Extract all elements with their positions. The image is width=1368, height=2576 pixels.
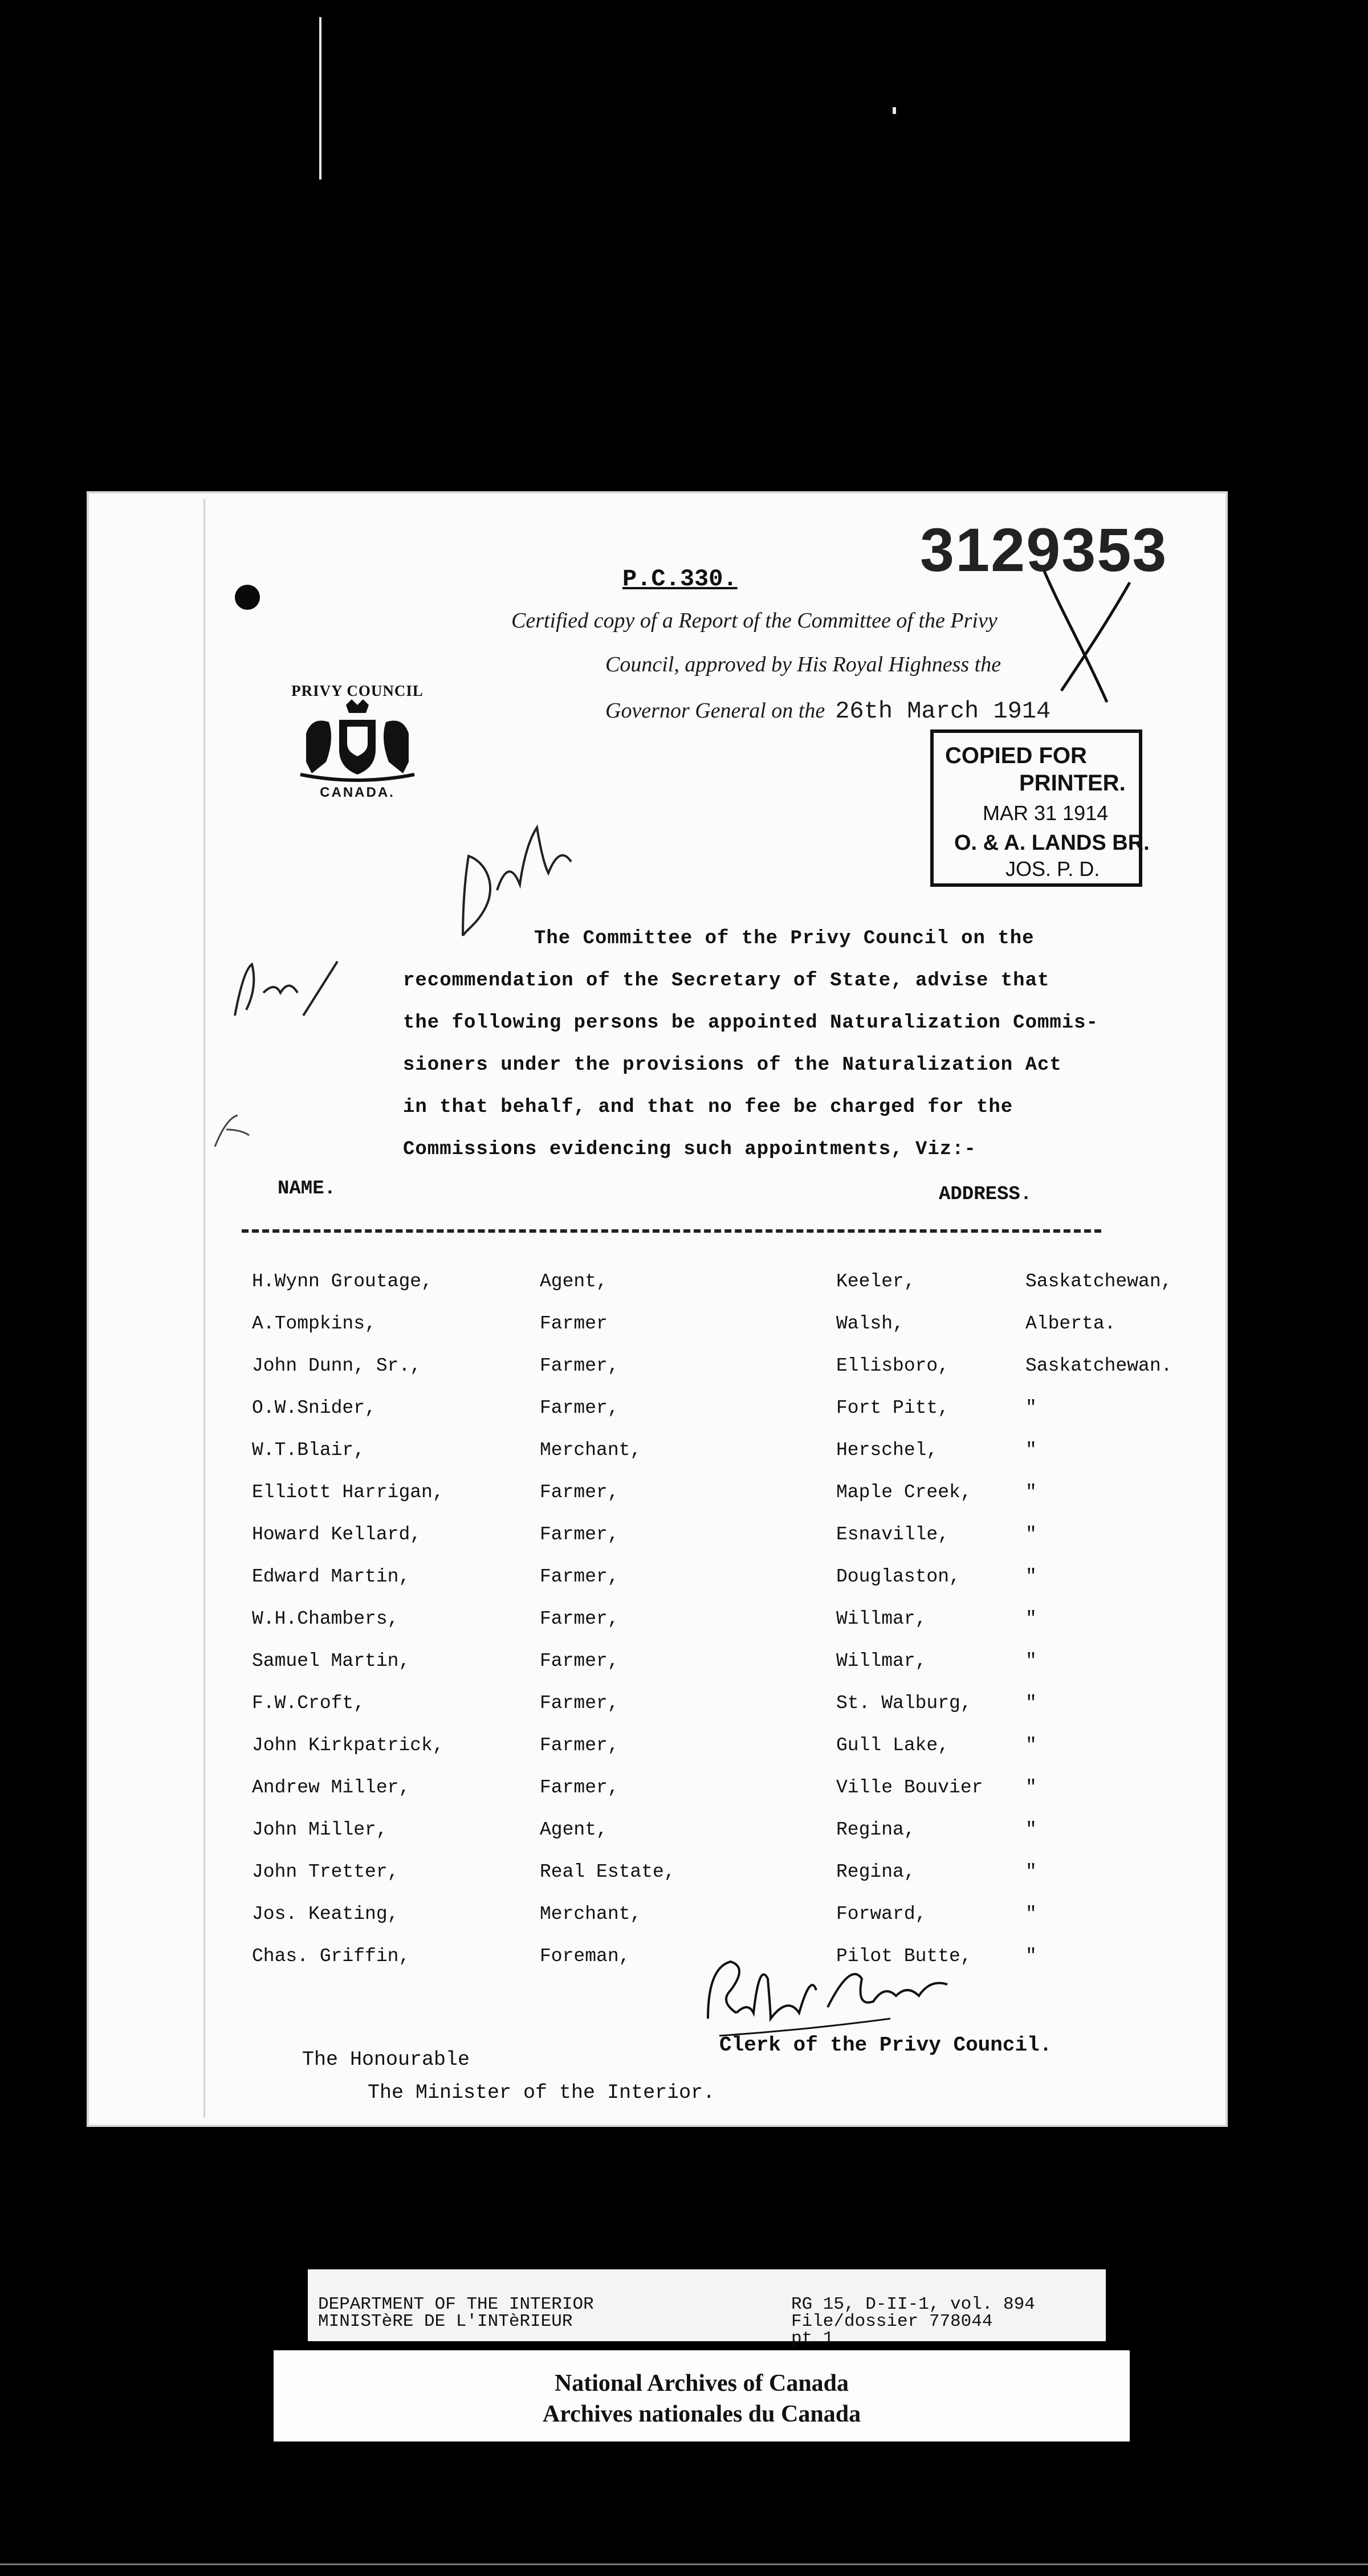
commissioner-name: H.Wynn Groutage, [252,1271,433,1292]
commissioner-province: " [1025,1397,1037,1419]
handwritten-marginal-note [229,947,355,1021]
commissioner-province: " [1025,1650,1037,1672]
commissioner-province: Saskatchewan, [1025,1271,1172,1292]
commissioner-name: W.T.Blair, [252,1440,365,1461]
commissioner-row [252,1566,1221,1608]
commissioner-place: Ville Bouvier [836,1777,983,1798]
part-reference: pt 1 [791,2329,834,2349]
archival-reference-label [308,2269,1106,2349]
commissioner-occupation: Farmer, [540,1355,619,1376]
commissioner-row [252,1524,1221,1566]
commissioner-name: Andrew Miller, [252,1777,410,1798]
record-group-reference: RG 15, D-II-1, vol. 894 [791,2294,1035,2314]
commissioner-name: John Tretter, [252,1861,399,1882]
commissioner-occupation: Farmer, [540,1650,619,1672]
commissioner-occupation: Real Estate, [540,1861,675,1882]
commissioner-occupation: Agent, [540,1819,608,1840]
commissioner-occupation: Farmer, [540,1566,619,1587]
commissioner-occupation: Farmer, [540,1693,619,1714]
privy-council-crest [283,682,431,808]
body-line: in that behalf, and that no fee be charged for the [403,1097,1013,1118]
clerk-signature [697,1950,993,2047]
archives-name-english: National Archives of Canada [554,2370,849,2396]
addressee-line-2: The Minister of the Interior. [368,2081,715,2104]
commissioner-place: Ellisboro, [836,1355,950,1376]
commissioner-name: John Dunn, Sr., [252,1355,422,1376]
commissioner-place: Willmar, [836,1650,927,1672]
commissioner-row [252,1355,1221,1397]
commissioner-place: Willmar, [836,1608,927,1629]
certification-line-2: Council, approved by His Royal Highness the [605,653,1001,676]
commissioner-province: " [1025,1819,1037,1840]
scan-mark [893,107,896,114]
commissioner-name: Edward Martin, [252,1566,410,1587]
commissioner-occupation: Farmer, [540,1482,619,1503]
commissioner-province: " [1025,1693,1037,1714]
commissioner-row [252,1482,1221,1524]
commissioner-row [252,1819,1221,1861]
commissioner-province: " [1025,1566,1037,1587]
commissioner-province: " [1025,1524,1037,1545]
commissioner-place: Forward, [836,1904,927,1925]
commissioner-occupation: Farmer, [540,1608,619,1629]
commissioner-row [252,1271,1221,1313]
commissioner-place: Esnaville, [836,1524,950,1545]
department-french: MINISTèRE DE L'INTèRIEUR [318,2312,573,2332]
commissioner-province: " [1025,1735,1037,1756]
report-body [403,918,1212,1171]
body-line: recommendation of the Secretary of State, advise that [403,970,1050,992]
stamp-line: PRINTER. [1019,771,1126,796]
commissioner-name: Elliott Harrigan, [252,1482,444,1503]
commissioner-row [252,1650,1221,1693]
commissioner-occupation: Farmer, [540,1524,619,1545]
stamp-line: COPIED FOR [945,743,1087,768]
commissioner-place: Herschel, [836,1440,938,1461]
commissioner-province: " [1025,1861,1037,1882]
body-line: The Committee of the Privy Council on the [534,928,1035,949]
commissioner-row [252,1313,1221,1355]
commissioner-name: Howard Kellard, [252,1524,422,1545]
commissioner-province: Alberta. [1025,1313,1116,1334]
stamp-date: MAR 31 1914 [983,801,1109,825]
commissioner-place: Maple Creek, [836,1482,972,1503]
commissioner-occupation: Merchant, [540,1904,642,1925]
commissioner-province: " [1025,1482,1037,1503]
commissioner-province: " [1025,1904,1037,1925]
commissioner-row [252,1904,1221,1946]
commissioner-occupation: Farmer, [540,1777,619,1798]
addressee-line-1: The Honourable [302,2048,470,2071]
handwritten-cross-mark [999,548,1147,708]
copied-for-printer-stamp [930,729,1150,887]
scan-mark [319,17,321,180]
handwritten-margin-mark [209,1107,255,1152]
commissioner-province: " [1025,1777,1037,1798]
commissioner-occupation: Foreman, [540,1946,630,1967]
commissioner-occupation: Merchant, [540,1440,642,1461]
scan-mark [0,2563,1368,2565]
commissioner-row [252,1861,1221,1904]
commissioner-occupation: Farmer, [540,1735,619,1756]
commissioner-name: Jos. Keating, [252,1904,399,1925]
coat-of-arms-icon [283,699,431,785]
commissioner-name: A.Tompkins, [252,1313,376,1334]
commissioner-name: W.H.Chambers, [252,1608,399,1629]
commissioner-name: F.W.Croft, [252,1693,365,1714]
punch-hole [235,585,260,610]
commissioner-occupation: Farmer [540,1313,608,1334]
approval-date: 26th March 1914 [835,698,1051,725]
commissioner-name: John Miller, [252,1819,388,1840]
commissioners-list [252,1271,1221,1988]
archives-credit-label [274,2350,1130,2442]
dashed-rule [242,1229,1101,1233]
crest-title: PRIVY COUNCIL [291,682,424,699]
document-number: 3129353 [920,515,1168,584]
commissioner-place: St. Walburg, [836,1693,972,1714]
address-column-header: ADDRESS. [939,1184,1032,1205]
commissioner-name: John Kirkpatrick, [252,1735,444,1756]
stamp-line: JOS. P. D. [1005,857,1100,881]
commissioner-place: Keeler, [836,1271,915,1292]
commissioner-row [252,1608,1221,1650]
commissioner-province: " [1025,1440,1037,1461]
crest-country: CANADA. [320,785,395,800]
commissioner-occupation: Agent, [540,1271,608,1292]
stamp-line: O. & A. LANDS BR. [954,831,1150,855]
commissioner-name: Samuel Martin, [252,1650,410,1672]
commissioner-place: Regina, [836,1861,915,1882]
archives-name-french: Archives nationales du Canada [542,2401,861,2427]
file-reference: File/dossier 778044 [791,2312,993,2332]
body-line: the following persons be appointed Naturalization Commis- [403,1012,1098,1034]
commissioner-province: " [1025,1608,1037,1629]
document-page [87,491,1228,2127]
commissioner-row [252,1777,1221,1819]
commissioner-place: Douglaston, [836,1566,960,1587]
commissioner-name: Chas. Griffin, [252,1946,410,1967]
order-in-council-number: P.C.330. [622,565,738,593]
certification-line-3: Governor General on the 26th March 1914 [605,698,1051,725]
commissioner-place: Pilot Butte, [836,1946,972,1967]
signatory-title: Clerk of the Privy Council. [719,2033,1052,2057]
commissioner-province: " [1025,1946,1037,1967]
commissioner-place: Walsh, [836,1313,904,1334]
commissioner-occupation: Farmer, [540,1397,619,1419]
body-line: sioners under the provisions of the Naturalization Act [403,1054,1062,1076]
commissioner-row [252,1693,1221,1735]
commissioner-province: Saskatchewan. [1025,1355,1172,1376]
department-english: DEPARTMENT OF THE INTERIOR [318,2294,594,2314]
commissioner-row [252,1440,1221,1482]
commissioner-row [252,1397,1221,1440]
certification-line-1: Certified copy of a Report of the Committee of the Privy [511,609,997,633]
commissioner-place: Fort Pitt, [836,1397,950,1419]
page-fold-line [203,499,205,2118]
commissioner-row [252,1735,1221,1777]
commissioner-place: Regina, [836,1819,915,1840]
name-column-header: NAME. [278,1178,336,1200]
body-line: Commissions evidencing such appointments, Viz:- [403,1139,976,1160]
commissioner-place: Gull Lake, [836,1735,950,1756]
commissioner-name: O.W.Snider, [252,1397,376,1419]
